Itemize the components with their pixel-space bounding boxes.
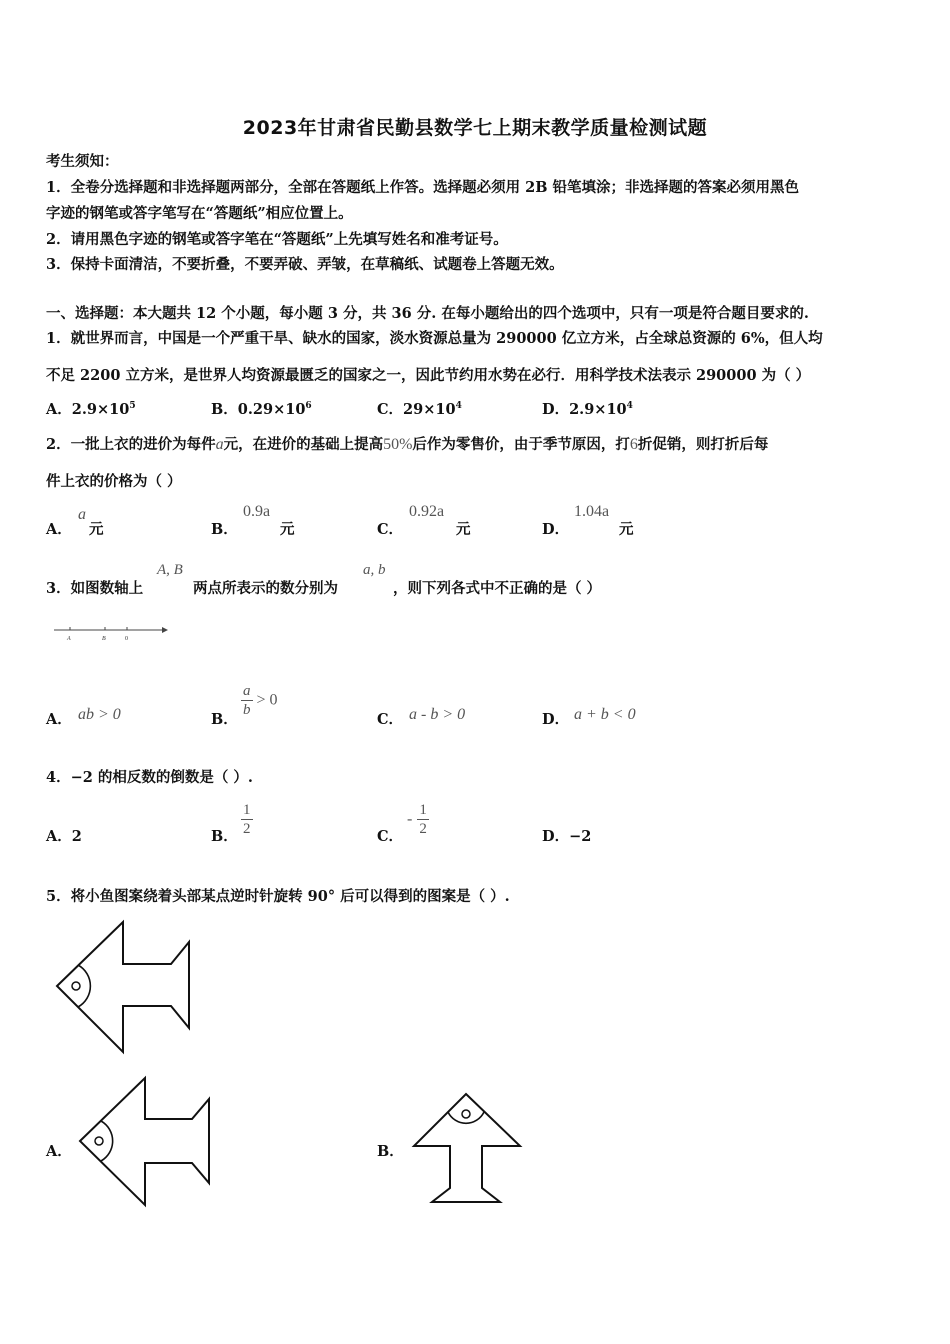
- q4-option-b-expr: $\frac{1}{2}$: [243, 802, 251, 837]
- section-heading: 一、选择题：本大题共 12 个小题，每小题 3 分，共 36 分. 在每小题给出的四个选项中，只有一项是符合题目要求的.: [46, 305, 809, 322]
- q5-stem: 5．将小鱼图案绕着头部某点逆时针旋转 90° 后可以得到的图案是（ ）.: [46, 888, 510, 905]
- fish-figure-original: [55, 920, 195, 1056]
- q3-stem-b: 两点所表示的数分别为: [193, 580, 338, 597]
- q3-option-a-expr: ab > 0: [78, 706, 121, 723]
- notice-heading: 考生须知：: [46, 153, 119, 170]
- q3-points: A, B: [157, 562, 183, 578]
- q4-option-b-label: B．: [211, 828, 238, 845]
- q2-option-b-unit: 元: [280, 521, 295, 538]
- axis-label-a: A: [67, 636, 71, 642]
- q3-option-b-expr: $\frac{a}{b}$ > 0: [243, 683, 278, 718]
- number-line: [50, 622, 170, 644]
- q4-option-c-label: C．: [377, 828, 404, 845]
- q2-option-b-label: B．: [211, 521, 238, 538]
- q2-stem-line-1: 2．一批上衣的进价为每件a元，在进价的基础上提高50%后作为零售价，由于季节原因，打6折促销，则打折后每: [46, 436, 769, 453]
- fish-eye-icon: [72, 982, 80, 990]
- q2-option-b-expr: 0.9a: [243, 503, 271, 520]
- q3-option-b-label: B．: [211, 711, 238, 728]
- notice-line-2: 字迹的钢笔或答字笔写在“答题纸”相应位置上。: [46, 205, 353, 222]
- fish-figure-option-a: [78, 1077, 214, 1209]
- q2-option-a-expr: a: [78, 506, 86, 523]
- fish-eye-icon: [95, 1137, 103, 1145]
- q3-option-c-label: C．: [377, 711, 404, 728]
- page-title: 2023年甘肃省民勤县数学七上期末教学质量检测试题: [242, 117, 708, 139]
- q3-option-d-label: D．: [542, 711, 570, 728]
- q1-stem-line-2: 不足 2200 立方米，是世界人均资源最匮乏的国家之一，因此节约用水势在必行．用科学技术法表示 290000 为（ ）: [46, 367, 811, 384]
- q2-option-d-label: D．: [542, 521, 570, 538]
- q4-option-d: D．−2: [542, 828, 592, 845]
- q2-option-c-unit: 元: [456, 521, 471, 538]
- fish-figure-option-b: [412, 1092, 524, 1204]
- q3-option-d-expr: a + b < 0: [574, 706, 636, 723]
- q3-option-c-expr: a - b > 0: [409, 706, 466, 723]
- notice-line-1: 1．全卷分选择题和非选择题两部分，全部在答题纸上作答。选择题必须用 2B 铅笔填涂；非选择题的答案必须用黑色: [46, 179, 800, 196]
- q2-option-d-expr: 1.04a: [574, 503, 610, 520]
- q1-option-d: D．$2.9\times 10^4$: [542, 401, 633, 418]
- q3-option-a-label: A．: [46, 711, 72, 728]
- q1-option-a: A．$2.9\times 10^5$: [46, 401, 136, 418]
- q3-stem-a: 3．如图数轴上: [46, 580, 144, 597]
- notice-line-4: 3．保持卡面清洁，不要折叠，不要弄破、弄皱，在草稿纸、试题卷上答题无效。: [46, 256, 564, 273]
- q4-stem: 4．−2 的相反数的倒数是（ ）.: [46, 769, 253, 786]
- q4-option-a: A．2: [46, 828, 82, 845]
- q3-vars: a, b: [363, 562, 386, 578]
- notice-line-3: 2．请用黑色字迹的钢笔或答字笔在“答题纸”上先填写姓名和准考证号。: [46, 231, 508, 248]
- q2-option-c-expr: 0.92a: [409, 503, 445, 520]
- q2-option-a-unit: 元: [89, 521, 104, 538]
- q5-option-b-label: B．: [377, 1143, 404, 1160]
- fish-eye-icon: [462, 1110, 470, 1118]
- axis-label-b: B: [102, 636, 106, 642]
- arrow-icon: [162, 627, 168, 633]
- q5-option-a-label: A．: [46, 1143, 72, 1160]
- q1-option-c: C．$29\times 10^4$: [377, 401, 462, 418]
- q1-option-b: B．$0.29\times 10^6$: [211, 401, 312, 418]
- q2-stem-line-2: 件上衣的价格为（ ）: [46, 473, 182, 490]
- q2-option-d-unit: 元: [619, 521, 634, 538]
- q3-stem-c: ，则下列各式中不正确的是（ ）: [393, 580, 602, 597]
- q2-option-c-label: C．: [377, 521, 404, 538]
- q4-option-c-expr: - $\frac{1}{2}$: [407, 802, 427, 837]
- axis-label-zero: 0: [125, 636, 128, 642]
- q2-option-a-label: A．: [46, 521, 72, 538]
- q1-stem-line-1: 1．就世界而言，中国是一个严重干旱、缺水的国家，淡水资源总量为 290000 亿立方米，占全球总资源的 6%，但人均: [46, 330, 823, 347]
